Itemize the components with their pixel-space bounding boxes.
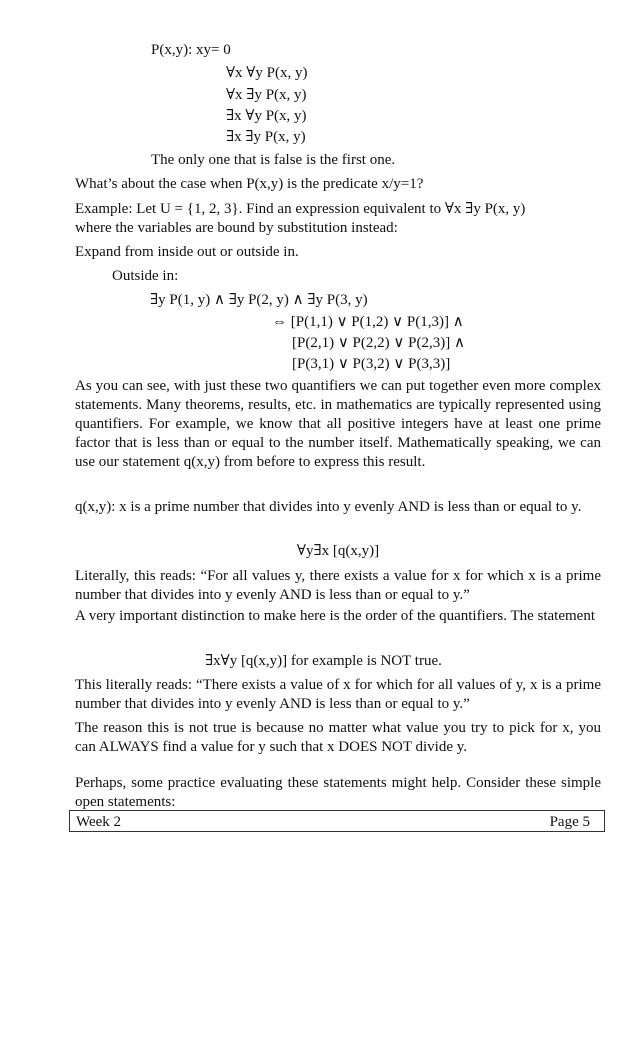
footer-week-label: Week 2	[76, 814, 122, 830]
paragraph-q-definition: q(x,y): x is a prime number that divides into y evenly AND is less than or equal to y.	[75, 499, 582, 515]
paragraph-order-distinction: A very important distinction to make here is the order of the quantifiers. The statement	[75, 608, 595, 624]
predicate-definition: P(x,y): xy= 0	[151, 42, 231, 58]
paragraph-literal-reading: Literally, this reads: “For all values y, there exists a value for x for which x is a prime number that divides into y evenly AND is less than or equal to y.”	[75, 568, 601, 603]
formula-exists-forall: ∃x∀y [q(x,y)] for example is NOT true.	[205, 653, 442, 669]
example-line: Example: Let U = {1, 2, 3}. Find an expression equivalent to ∀x ∃y P(x, y)	[75, 201, 526, 217]
equivalence-line-1: ⇔ [P(1,1) ∨ P(1,2) ∨ P(1,3)] ∧	[272, 314, 464, 330]
false-statement-note: The only one that is false is the first one.	[151, 152, 396, 168]
paragraph-practice: Perhaps, some practice evaluating these statements might help. Consider these simple open statements:	[75, 775, 601, 810]
quantified-statement-1: ∀x ∀y P(x, y)	[226, 65, 308, 81]
equivalence-line-2: [P(2,1) ∨ P(2,2) ∨ P(2,3)] ∧	[292, 335, 465, 351]
outside-in-heading: Outside in:	[112, 268, 179, 284]
question-line: What’s about the case when P(x,y) is the predicate x/y=1?	[75, 176, 424, 192]
quantified-statement-3: ∃x ∀y P(x, y)	[226, 108, 307, 124]
expanded-formula: ∃y P(1, y) ∧ ∃y P(2, y) ∧ ∃y P(3, y)	[150, 292, 368, 308]
page-footer	[69, 810, 605, 832]
equivalence-line-3: [P(3,1) ∨ P(3,2) ∨ P(3,3)]	[292, 356, 451, 372]
example-continuation: where the variables are bound by substitution instead:	[75, 220, 398, 236]
paragraph-reason: The reason this is not true is because no matter what value you try to pick for x, you can ALWAYS find a value for y such that x DOES NOT divide y.	[75, 720, 601, 755]
quantified-statement-2: ∀x ∃y P(x, y)	[226, 87, 307, 103]
expand-instruction: Expand from inside out or outside in.	[75, 244, 299, 260]
quantified-statement-4: ∃x ∃y P(x, y)	[226, 129, 306, 145]
formula-forall-exists: ∀y∃x [q(x,y)]	[296, 543, 380, 559]
paragraph-exists-reading: This literally reads: “There exists a value of x for which for all values of y, x is a prime number that divides into y evenly AND is less than or equal to y.”	[75, 677, 601, 712]
footer-page-number: Page 5	[549, 814, 590, 830]
paragraph-quantifiers: As you can see, with just these two quantifiers we can put together even more complex statements. Many theorems, results, etc. in mathematics are typically represented using quantifiers. For example, we know that all positive integers have at least one prime factor that is less than or equal to the number itself. Mathematically speaking, we can use our statement q(x,y) from before to express this result.	[75, 378, 601, 470]
